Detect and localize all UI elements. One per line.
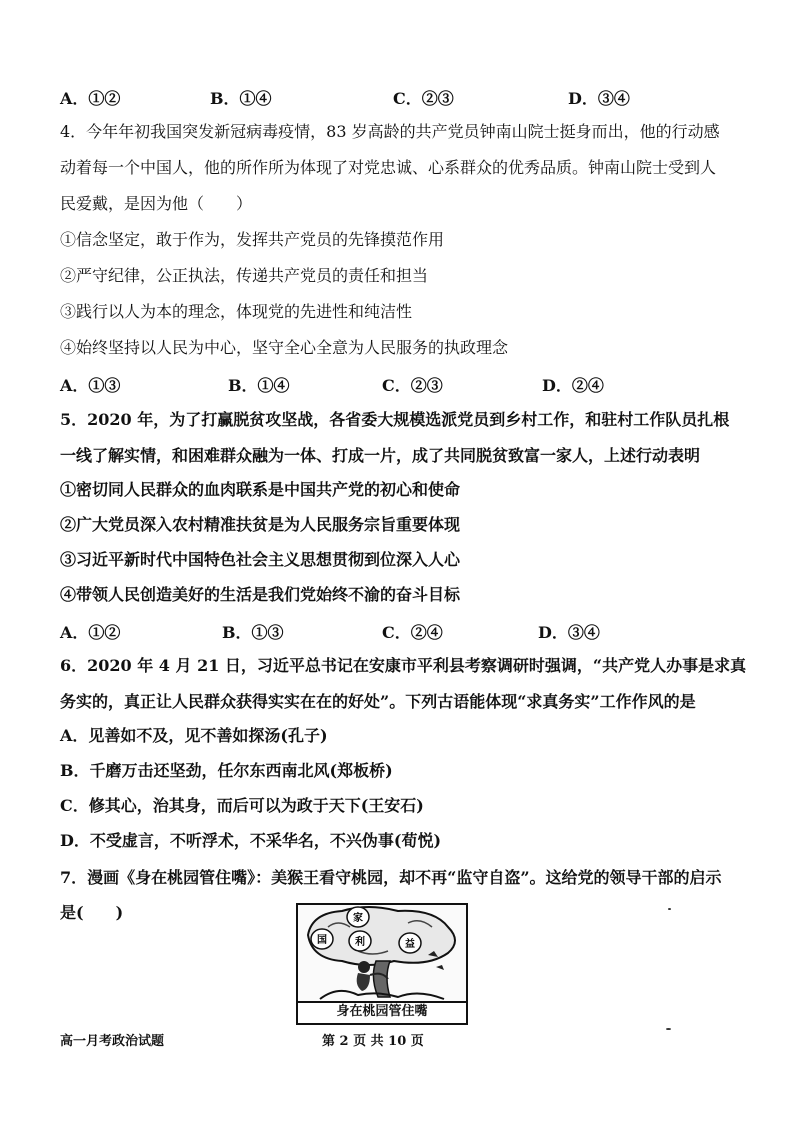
q6-choice-a[interactable]: A．见善如不及，见不善如探汤(孔子) — [60, 726, 328, 745]
q4-stem-line-2: 动着每一个中国人，他的所作所为体现了对党忠诚、心系群众的优秀品质。钟南山院士受到人 — [60, 158, 717, 177]
q5-item-3: ③习近平新时代中国特色社会主义思想贯彻到位深入人心 — [60, 550, 461, 569]
scan-speck — [668, 908, 671, 910]
q4-stem-line-1: 4．今年年初我国突发新冠病毒疫情，83 岁高龄的共产党员钟南山院士挺身而出，他的行动感 — [60, 122, 720, 141]
q5-stem-line-1: 5．2020 年，为了打赢脱贫攻坚战，各省委大规模选派党员到乡村工作，和驻村工作队员扎根 — [60, 410, 730, 429]
q4-item-3: ③践行以人为本的理念，体现党的先进性和纯洁性 — [60, 302, 413, 321]
q6-choice-b[interactable]: B．千磨万击还坚劲，任尔东西南北风(郑板桥) — [60, 761, 393, 780]
q6-stem-line-2: 务实的，真正让人民群众获得实实在在的好处”。下列古语能体现“求真务实”工作作风的是 — [60, 692, 696, 711]
peach-char-1: 国 — [317, 935, 327, 946]
q4-item-1: ①信念坚定，敢于作为，发挥共产党员的先锋摸范作用 — [60, 230, 445, 249]
peach-char-2: 家 — [353, 913, 363, 924]
scan-speck — [666, 1028, 671, 1030]
cartoon-drawing — [298, 905, 466, 1003]
monkey-head — [358, 961, 370, 973]
monkey-body — [357, 973, 370, 991]
q4-option-c[interactable]: C．②③ — [382, 376, 443, 395]
q3-options — [60, 86, 740, 106]
q5-stem-line-2: 一线了解实情，和困难群众融为一体、打成一片，成了共同脱贫致富一家人，上述行动表明 — [60, 446, 701, 465]
peach-char-3: 利 — [355, 937, 365, 948]
q4-option-b[interactable]: B．①④ — [228, 376, 290, 395]
q5-option-a[interactable]: A．①② — [60, 623, 121, 642]
q3-option-c[interactable]: C．②③ — [393, 89, 454, 108]
q4-option-a[interactable]: A．①③ — [60, 376, 121, 395]
q4-option-d[interactable]: D．②④ — [542, 376, 604, 395]
q3-option-a[interactable]: A．①② — [60, 89, 121, 108]
q5-item-1: ①密切同人民群众的血肉联系是中国共产党的初心和使命 — [60, 480, 461, 499]
q3-option-d[interactable]: D．③④ — [568, 89, 630, 108]
q5-item-4: ④带领人民创造美好的生活是我们党始终不渝的奋斗目标 — [60, 585, 461, 604]
footer-page-number: 第 2 页 共 10 页 — [322, 1034, 424, 1049]
q5-options — [60, 620, 740, 640]
q4-stem-line-3: 民爱戴，是因为他（ ） — [60, 194, 253, 213]
q5-option-d[interactable]: D．③④ — [538, 623, 600, 642]
q5-option-c[interactable]: C．②④ — [382, 623, 443, 642]
cartoon-caption: 身在桃园管住嘴 — [298, 1001, 466, 1023]
q7-stem-line-2: 是( ) — [60, 903, 124, 922]
peach-char-4: 益 — [405, 939, 415, 950]
q4-item-2: ②严守纪律，公正执法，传递共产党员的责任和担当 — [60, 266, 429, 285]
q6-choice-d[interactable]: D．不受虚言，不听浮术，不采华名，不兴伪事(荀悦) — [60, 831, 442, 850]
q6-stem-line-1: 6．2020 年 4 月 21 日，习近平总书记在安康市平利县考察调研时强调，“共产党人办事是求真 — [60, 656, 747, 675]
q7-stem-line-1: 7．漫画《身在桃园管住嘴》：美猴王看守桃园，却不再“监守自盗”。这给党的领导干部的启示 — [60, 868, 722, 887]
q3-option-b[interactable]: B．①④ — [210, 89, 272, 108]
q6-choice-c[interactable]: C．修其心，治其身，而后可以为政于天下(王安石) — [60, 796, 424, 815]
cartoon-figure — [296, 903, 468, 1025]
footer-exam-title: 高一月考政治试题 — [60, 1034, 165, 1049]
q5-item-2: ②广大党员深入农村精准扶贫是为人民服务宗旨重要体现 — [60, 515, 461, 534]
q4-item-4: ④始终坚持以人民为中心，坚守全心全意为人民服务的执政理念 — [60, 338, 509, 357]
q5-option-b[interactable]: B．①③ — [222, 623, 284, 642]
q4-options — [60, 373, 740, 393]
